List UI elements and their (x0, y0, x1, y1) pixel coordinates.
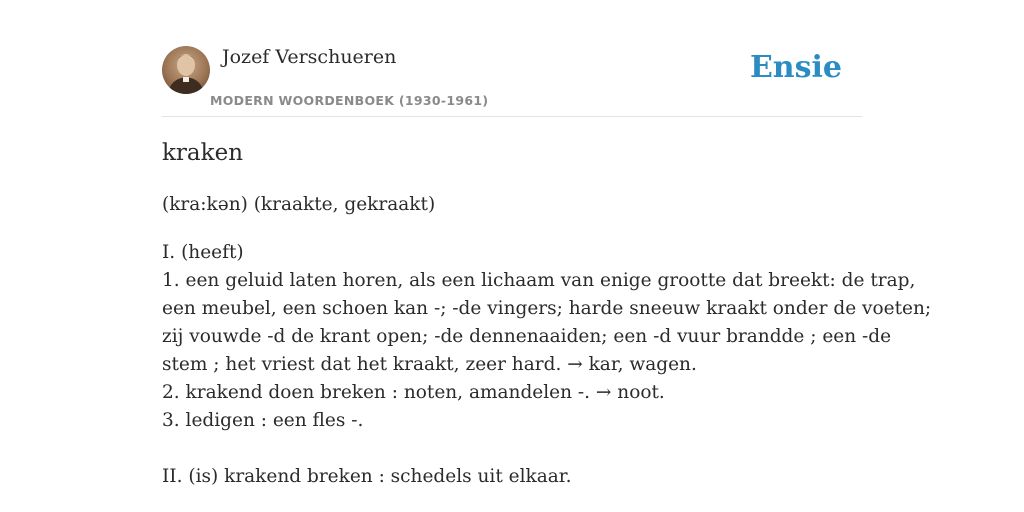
author-avatar[interactable] (162, 46, 210, 94)
entry-pronunciation: (kra:kən) (kraakte, gekraakt) (162, 194, 436, 215)
entry-header (162, 0, 862, 117)
definition-line: een meubel, een schoen kan -; -de vingers; harde sneeuw kraakt onder de voeten; (162, 298, 932, 319)
ensie-logo[interactable]: Ensie (749, 50, 842, 85)
definition-line: 3. ledigen : een fles -. (162, 410, 364, 431)
definition-line: 1. een geluid laten horen, als een lichaam van enige grootte dat breekt: de trap, (162, 270, 916, 291)
entry-term: kraken (162, 140, 244, 166)
page-content (162, 0, 932, 487)
source-dictionary[interactable]: MODERN WOORDENBOEK (1930-1961) (210, 93, 489, 108)
definition-spacer (162, 435, 867, 463)
definition-line: II. (is) krakend breken : schedels uit elkaar. (162, 466, 572, 487)
entry-definition (162, 239, 932, 491)
author-name[interactable]: Jozef Verschueren (222, 46, 397, 68)
definition-line: 2. krakend doen breken : noten, amandelen -. → noot. (162, 382, 665, 403)
definition-line: stem ; het vriest dat het kraakt, zeer hard. → kar, wagen. (162, 354, 697, 375)
definition-line: zij vouwde -d de krant open; -de dennenaaiden; een -d vuur brandde ; een -de (162, 326, 892, 347)
definition-line: I. (heeft) (162, 242, 244, 263)
